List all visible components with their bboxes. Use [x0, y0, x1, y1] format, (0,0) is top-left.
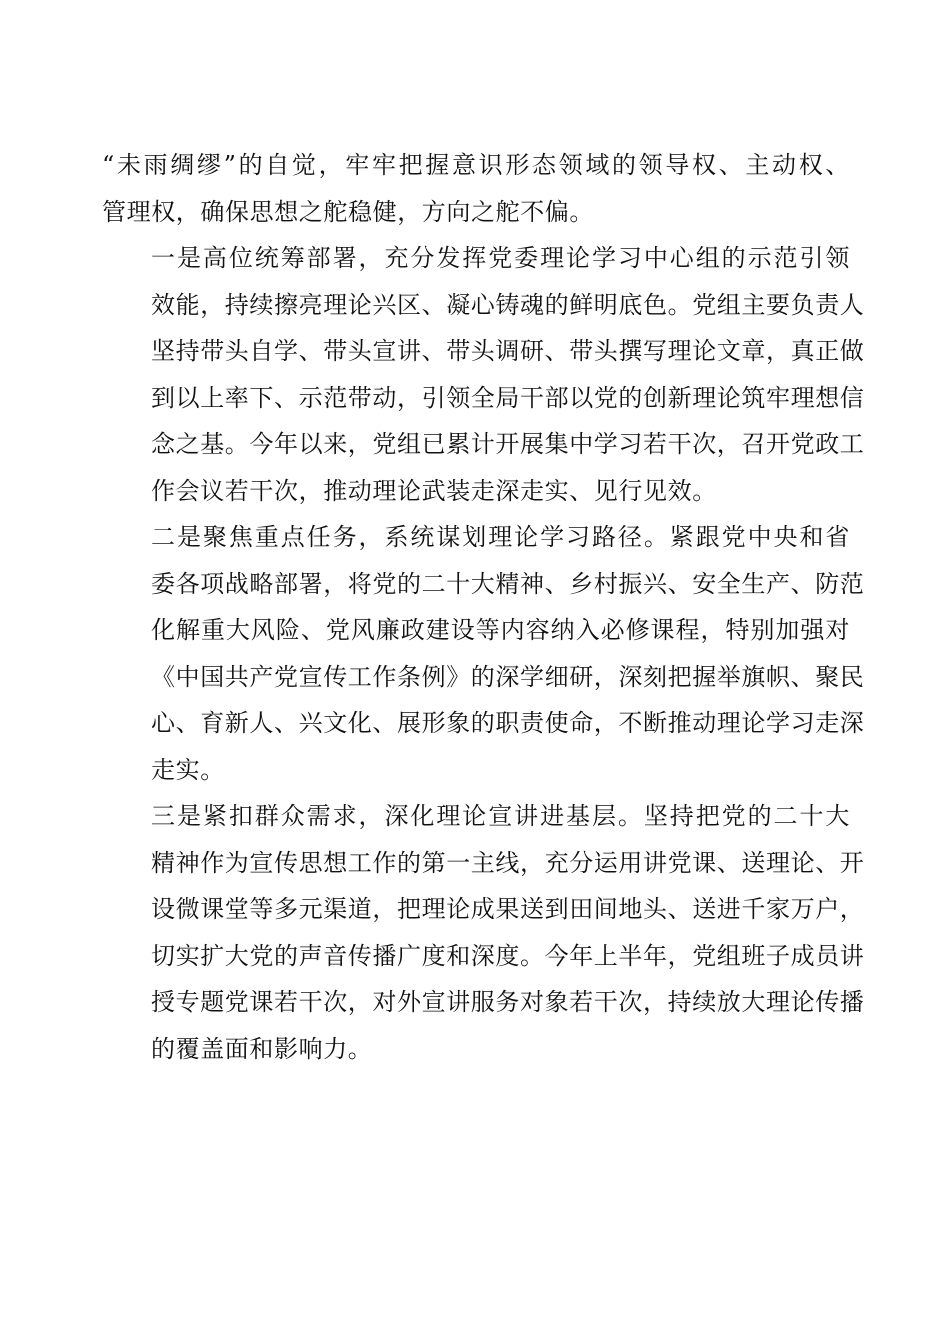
text-line: “未雨绸缪”的自觉，牢牢把握意识形态领域的领导权、主动权、 — [102, 151, 850, 179]
text-line: 化解重大风险、党风廉政建设等内容纳入必修课程，特别加强对 — [151, 616, 850, 644]
paragraph-point-one — [102, 235, 865, 514]
text-line: 三是紧扣群众需求，深化理论宣讲进基层。坚持把党的二十大 — [151, 802, 850, 830]
text-line: 心、育新人、兴文化、展形象的职责使命，不断推动理论学习走深 — [151, 709, 865, 737]
text-line: 走实。 — [151, 755, 225, 784]
text-line: 授专题党课若干次，对外宣讲服务对象若干次，持续放大理论传播 — [151, 988, 865, 1016]
text-line: 设微课堂等多元渠道，把理论成果送到田间地头、送进千家万户， — [151, 895, 865, 923]
paragraph-point-three — [102, 793, 865, 1072]
text-line: 的覆盖面和影响力。 — [151, 1034, 373, 1063]
document-body — [102, 142, 865, 1072]
text-line: 效能，持续擦亮理论兴区、凝心铸魂的鲜明底色。党组主要负责人 — [151, 290, 865, 319]
text-line: 管理权，确保思想之舵稳健，方向之舵不偏。 — [102, 197, 594, 226]
text-line: 二是聚焦重点任务，系统谋划理论学习路径。紧跟党中央和省 — [151, 523, 850, 551]
text-line: 切实扩大党的声音传播广度和深度。今年上半年，党组班子成员讲 — [151, 941, 865, 970]
paragraph-intro-continuation — [102, 142, 850, 235]
paragraph-point-two — [102, 514, 865, 793]
text-line: 精神作为宣传思想工作的第一主线，充分运用讲党课、送理论、开 — [151, 848, 865, 877]
text-line: 一是高位统筹部署，充分发挥党委理论学习中心组的示范引领 — [151, 244, 850, 272]
text-line: 作会议若干次，推动理论武装走深走实、见行见效。 — [151, 476, 717, 505]
text-line: 念之基。今年以来，党组已累计开展集中学习若干次，召开党政工 — [151, 430, 865, 458]
text-line: 委各项战略部署，将党的二十大精神、乡村振兴、安全生产、防范 — [151, 569, 865, 598]
text-line: 《中国共产党宣传工作条例》的深学细研，深刻把握举旗帜、聚民 — [151, 662, 865, 691]
text-line: 坚持带头自学、带头宣讲、带头调研、带头撰写理论文章，真正做 — [151, 337, 865, 365]
text-line: 到以上率下、示范带动，引领全局干部以党的创新理论筑牢理想信 — [151, 383, 865, 412]
